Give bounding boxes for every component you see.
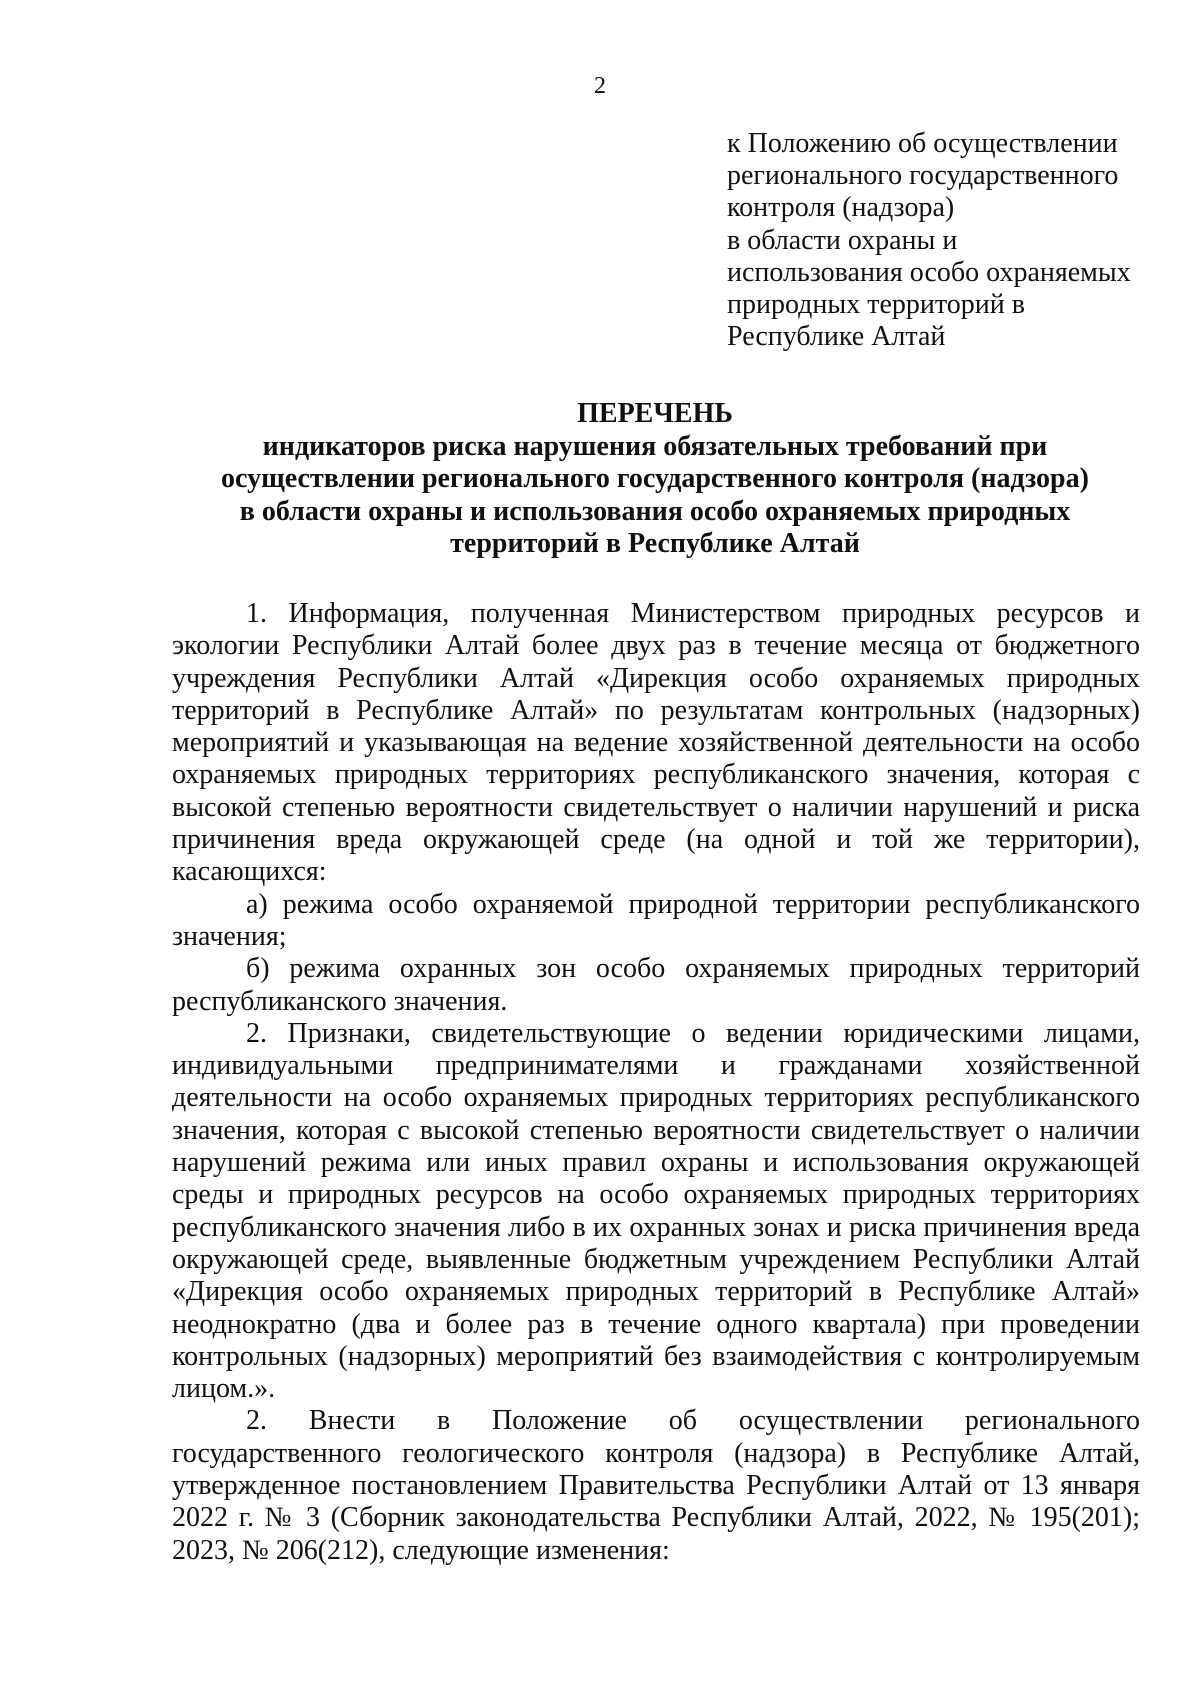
- document-title: ПЕРЕЧЕНЬ: [577, 398, 733, 429]
- annex-line: регионального государственного: [727, 160, 1119, 192]
- annex-line: использования особо охраняемых: [727, 256, 1131, 288]
- annex-line: в области охраны и: [727, 224, 958, 256]
- document-subtitle-line: территорий в Республике Алтай: [450, 528, 860, 559]
- paragraph-item-a: а) режима особо охраняемой природной территории республиканского значения;: [172, 888, 1140, 952]
- document-heading: [170, 398, 1140, 561]
- annex-line: контроля (надзора): [727, 192, 955, 224]
- paragraph-2-amendments: 2. Внести в Положение об осуществлении регионального государственного геологического контроля (надзора) в Республике Алтай, утвержденное постановлением Правительства Республики Алтай от 13 января 2022 г. № 3 (Сборник законодательства Республики Алтай, 2022, № 195(201); 2023, № 206(212), следующие изменения:: [172, 1405, 1140, 1566]
- page-number: 2: [594, 73, 606, 99]
- document-subtitle-line: в области охраны и использования особо охраняемых природных: [239, 495, 1071, 527]
- annex-reference: [727, 128, 1167, 353]
- document-subtitle-line: осуществлении регионального государственного контроля (надзора): [221, 463, 1089, 494]
- paragraph-1-information: 1. Информация, полученная Министерством природных ресурсов и экологии Республики Алтай более двух раз в течение месяца от бюджетного учреждения Республики Алтай «Дирекция особо охраняемых природных территорий в Республике Алтай» по результатам контрольных (надзорных) мероприятий и указывающая на ведение хозяйственной деятельности на особо охраняемых природных территориях республиканского значения, которая с высокой степенью вероятности свидетельствует о наличии нарушений и риска причинения вреда окружающей среде (на одной и той же территории), касающихся:: [172, 598, 1140, 888]
- annex-line: Республике Алтай: [727, 321, 946, 353]
- paragraph-item-b: б) режима охранных зон особо охраняемых природных территорий республиканского значения.: [172, 953, 1140, 1017]
- document-subtitle-line: индикаторов риска нарушения обязательных требований при: [262, 430, 1048, 462]
- annex-line: природных территорий в: [727, 289, 1025, 321]
- paragraph-2-signs: 2. Признаки, свидетельствующие о ведении юридическими лицами, индивидуальными предпринимателями и гражданами хозяйственной деятельности на особо охраняемых природных территориях республиканского значения, которая с высокой степенью вероятности свидетельствует о наличии нарушений режима или иных правил охраны и использования окружающей среды и природных ресурсов на особо охраняемых природных территориях республиканского значения либо в их охранных зонах и риска причинения вреда окружающей среде, выявленные бюджетным учреждением Республики Алтай «Дирекция особо охраняемых природных территорий в Республике Алтай» неоднократно (два и более раз в течение одного квартала) при проведении контрольных (надзорных) мероприятий без взаимодействия с контролируемым лицом.».: [172, 1017, 1140, 1405]
- document-body: [172, 598, 1140, 1567]
- annex-line: к Положению об осуществлении: [727, 128, 1118, 159]
